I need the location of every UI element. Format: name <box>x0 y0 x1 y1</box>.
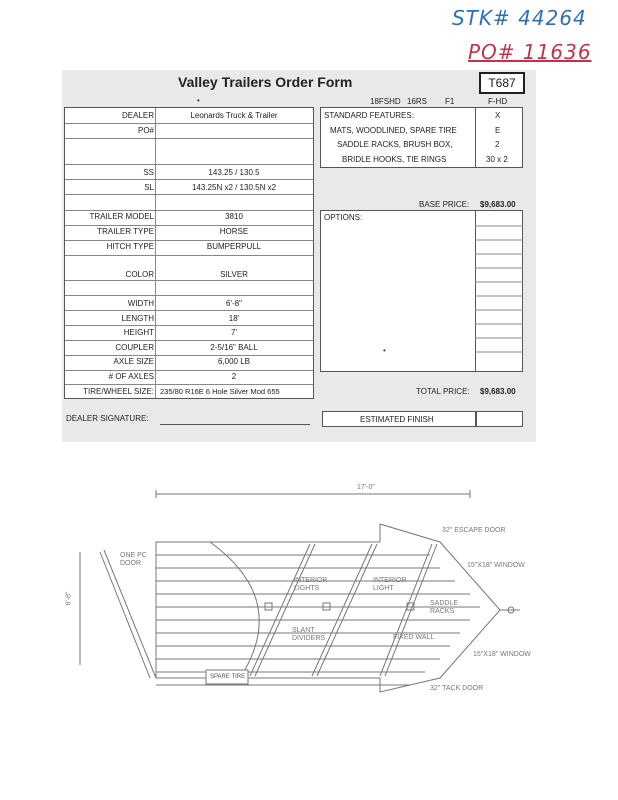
value-num-axles: 2 <box>231 372 237 381</box>
fixed-wall-label: FIXED WALL <box>393 634 435 641</box>
label-color: COLOR <box>125 270 154 279</box>
interior-lights-right-label: INTERIOR LIGHT <box>373 577 407 592</box>
value-trailer-type: HORSE <box>219 227 249 236</box>
extra-code: 30 x 2 <box>486 155 508 164</box>
label-axle-size: AXLE SIZE <box>113 357 154 366</box>
value-coupler: 2-5/16" BALL <box>210 343 258 352</box>
label-coupler: COUPLER <box>115 343 154 352</box>
label-tire-wheel: TIRE/WHEEL SIZE: <box>83 387 154 396</box>
value-width: 6'-8" <box>226 299 242 308</box>
label-po: PO# <box>137 126 154 135</box>
label-length: LENGTH <box>121 314 154 323</box>
tack-door-label: 32" TACK DOOR <box>430 685 484 692</box>
width-dimension-label: 6'-8" <box>65 591 73 606</box>
label-num-axles: # OF AXLES <box>108 372 154 381</box>
total-price-value: $9,683.00 <box>480 387 516 396</box>
total-price-label: TOTAL PRICE: <box>416 387 470 396</box>
saddle-racks-label: SADDLE RACKS <box>430 600 459 615</box>
value-hitch-type: BUMPERPULL <box>206 242 262 251</box>
one-pc-door-label: ONE PC DOOR <box>120 552 147 567</box>
standard-feature-3: BRIDLE HOOKS, TIE RINGS <box>342 155 447 164</box>
value-height: 7' <box>231 328 237 337</box>
window-bottom-label: 15"X18" WINDOW <box>473 651 531 658</box>
size-code: 16RS <box>407 97 428 106</box>
feature-code-3: 2 <box>495 140 500 149</box>
feature-code-1: X <box>495 111 501 120</box>
value-length: 18' <box>228 314 240 323</box>
value-sl: 143.25N x2 / 130.5N x2 <box>191 183 277 192</box>
label-trailer-type: TRAILER TYPE <box>97 227 154 236</box>
model-code: 18FSHD <box>370 97 401 106</box>
escape-door-label: 32" ESCAPE DOOR <box>442 527 506 534</box>
label-ss: SS <box>143 168 154 177</box>
handwritten-stock-number: STK# 44264 <box>452 6 587 30</box>
base-price-value: $9,683.00 <box>480 200 516 209</box>
slant-dividers-label: SLANT DIVIDERS <box>292 627 326 642</box>
label-width: WIDTH <box>127 299 154 308</box>
window-top-label: 15"X18" WINDOW <box>467 562 525 569</box>
value-axle-size: 6,000 LB <box>217 357 251 366</box>
form-title: Valley Trailers Order Form <box>178 74 353 90</box>
value-tire-wheel: 235/80 R16E 6 Hole Silver Mod 655 <box>160 387 280 396</box>
fhd-code: F-HD <box>488 97 508 106</box>
interior-lights-left-label: INTERIOR LIGHTS <box>294 577 328 592</box>
dealer-info-table <box>64 107 314 399</box>
standard-features-label: STANDARD FEATURES: <box>324 111 414 120</box>
signature-line <box>160 424 310 425</box>
handwritten-po-number: PO# 11636 <box>468 40 592 64</box>
spare-tire-label: SPARE TIRE <box>210 674 246 680</box>
value-color: SILVER <box>220 270 248 279</box>
length-dimension-label: 17'-0" <box>357 484 375 491</box>
value-trailer-model: 3810 <box>225 212 243 221</box>
f1-code: F1 <box>445 97 455 106</box>
options-price-lines <box>475 210 523 372</box>
dealer-signature-label: DEALER SIGNATURE: <box>66 414 149 423</box>
label-dealer: DEALER <box>121 111 154 120</box>
base-price-label: BASE PRICE: <box>419 200 470 209</box>
dot: • <box>383 346 386 355</box>
value-ss: 143.25 / 130.5 <box>208 168 260 177</box>
form-tag: T687 <box>479 72 525 94</box>
label-height: HEIGHT <box>123 328 154 337</box>
options-label: OPTIONS: <box>324 213 363 222</box>
standard-feature-2: SADDLE RACKS, BRUSH BOX, <box>337 140 453 149</box>
dot: • <box>197 96 200 105</box>
estimated-finish-value-box <box>476 411 523 427</box>
value-dealer: Leonards Truck & Trailer <box>190 111 278 120</box>
label-sl: SL <box>144 183 154 192</box>
feature-code-2: E <box>495 126 501 135</box>
estimated-finish-label: ESTIMATED FINISH <box>360 415 434 424</box>
label-trailer-model: TRAILER MODEL <box>89 212 154 221</box>
standard-feature-1: MATS, WOODLINED, SPARE TIRE <box>330 126 457 135</box>
label-hitch-type: HITCH TYPE <box>106 242 154 251</box>
options-box <box>320 210 476 372</box>
